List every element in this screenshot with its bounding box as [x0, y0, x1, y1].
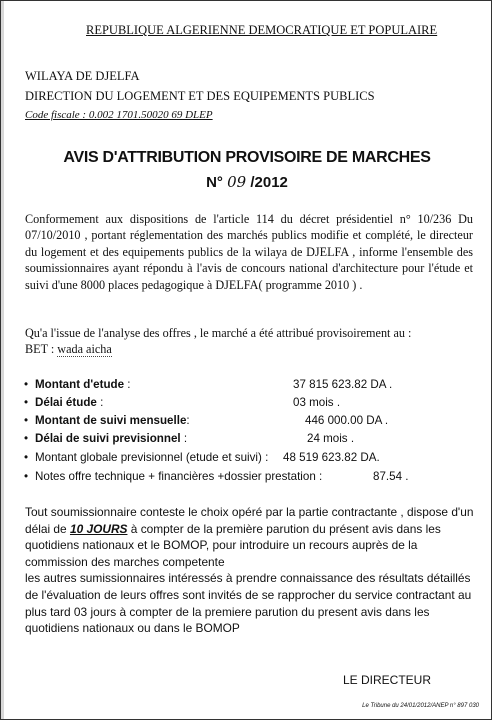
detail-value: 24 mois .	[307, 432, 355, 445]
recourse-paragraph	[25, 504, 475, 637]
detail-value: 87.54 .	[373, 470, 409, 483]
notice-number	[1, 173, 492, 191]
bet-label: BET :	[25, 342, 58, 356]
recourse-text-start: Tout soumissionnaire conteste le choix opéré par la partie contractante , dispose d'un délai de	[25, 505, 474, 536]
publication-footer: Le Tribune du 24/01/2012/ANEP n° 897 030	[362, 703, 479, 709]
detail-label: Montant d'etude :	[35, 378, 131, 391]
detail-value: 48 519 623.82 DA.	[283, 451, 380, 464]
republic-heading: REPUBLIQUE ALGERIENNE DEMOCRATIQUE ET POPULAIRE	[86, 23, 438, 37]
detail-value: 446 000.00 DA .	[305, 414, 389, 427]
bullet-icon: •	[23, 414, 29, 427]
recourse-text-end: à compter de la première parution du présent avis dans les quotidiens nationaux et le BOMOP, pour introduire un recours auprès de la commission des marches competente	[25, 521, 441, 569]
fiscal-code: Code fiscale : 0.002 1701.50020 69 DLEP	[25, 109, 213, 121]
detail-label: Notes offre technique + financières +dossier prestation :	[35, 470, 323, 483]
bullet-icon: •	[23, 470, 29, 483]
bullet-icon: •	[23, 378, 29, 391]
bullet-icon: •	[23, 396, 29, 409]
signature-director: LE DIRECTEUR	[343, 673, 432, 687]
other-bidders-paragraph: les autres sumissionnaires intéressés à prendre connaissance des résultats détaillés de l'évaluation de leurs offres sont invités de se rapprocher du service contractant au plus tard 03 jours à compter de la premiere parution du present avis dans les quotidiens nationaux ou dans le BOMOP	[25, 571, 472, 636]
notice-title: AVIS D'ATTRIBUTION PROVISOIRE DE MARCHES	[63, 149, 431, 166]
recourse-delay: 10 JOURS	[69, 521, 128, 536]
number-prefix: N°	[206, 174, 223, 191]
detail-label: Montant globale previsionnel (etude et suivi) :	[35, 451, 269, 464]
bullet-icon: •	[23, 451, 29, 464]
bullet-icon: •	[23, 432, 29, 445]
wilaya-line: WILAYA DE DJELFA	[25, 69, 140, 83]
scan-edge	[1, 1, 4, 719]
direction-line: DIRECTION DU LOGEMENT ET DES EQUIPEMENTS PUBLICS	[25, 89, 375, 103]
number-value: 09	[227, 173, 247, 191]
detail-label: Montant de suivi mensuelle:	[35, 414, 190, 427]
award-sentence: Qu'a l'issue de l'analyse des offres , le marché a été attribué provisoirement au :	[25, 326, 412, 340]
detail-label: Délai étude :	[35, 396, 104, 409]
number-suffix: /2012	[250, 174, 288, 191]
detail-value: 37 815 623.82 DA .	[293, 378, 393, 391]
bet-line	[25, 341, 473, 357]
detail-value: 03 mois .	[293, 396, 341, 409]
bet-name: wada aicha	[57, 342, 112, 356]
intro-paragraph: Conformement aux dispositions de l'article 114 du décret présidentiel n° 10/236 Du 07/10/2010 , portant réglementation des marchés publics modifie et complété, le directeur du logement et des equipements publics de la wilaya de DJELFA , informe l'ensemble des soumissionnaires ayant répondu à l'avis de concours national d'architecture pour l'étude et suivi d'une 8000 places pedagogique à DJELFA( programme 2010 ) .	[25, 212, 473, 292]
detail-label: Délai de suivi previsionnel :	[35, 432, 188, 445]
